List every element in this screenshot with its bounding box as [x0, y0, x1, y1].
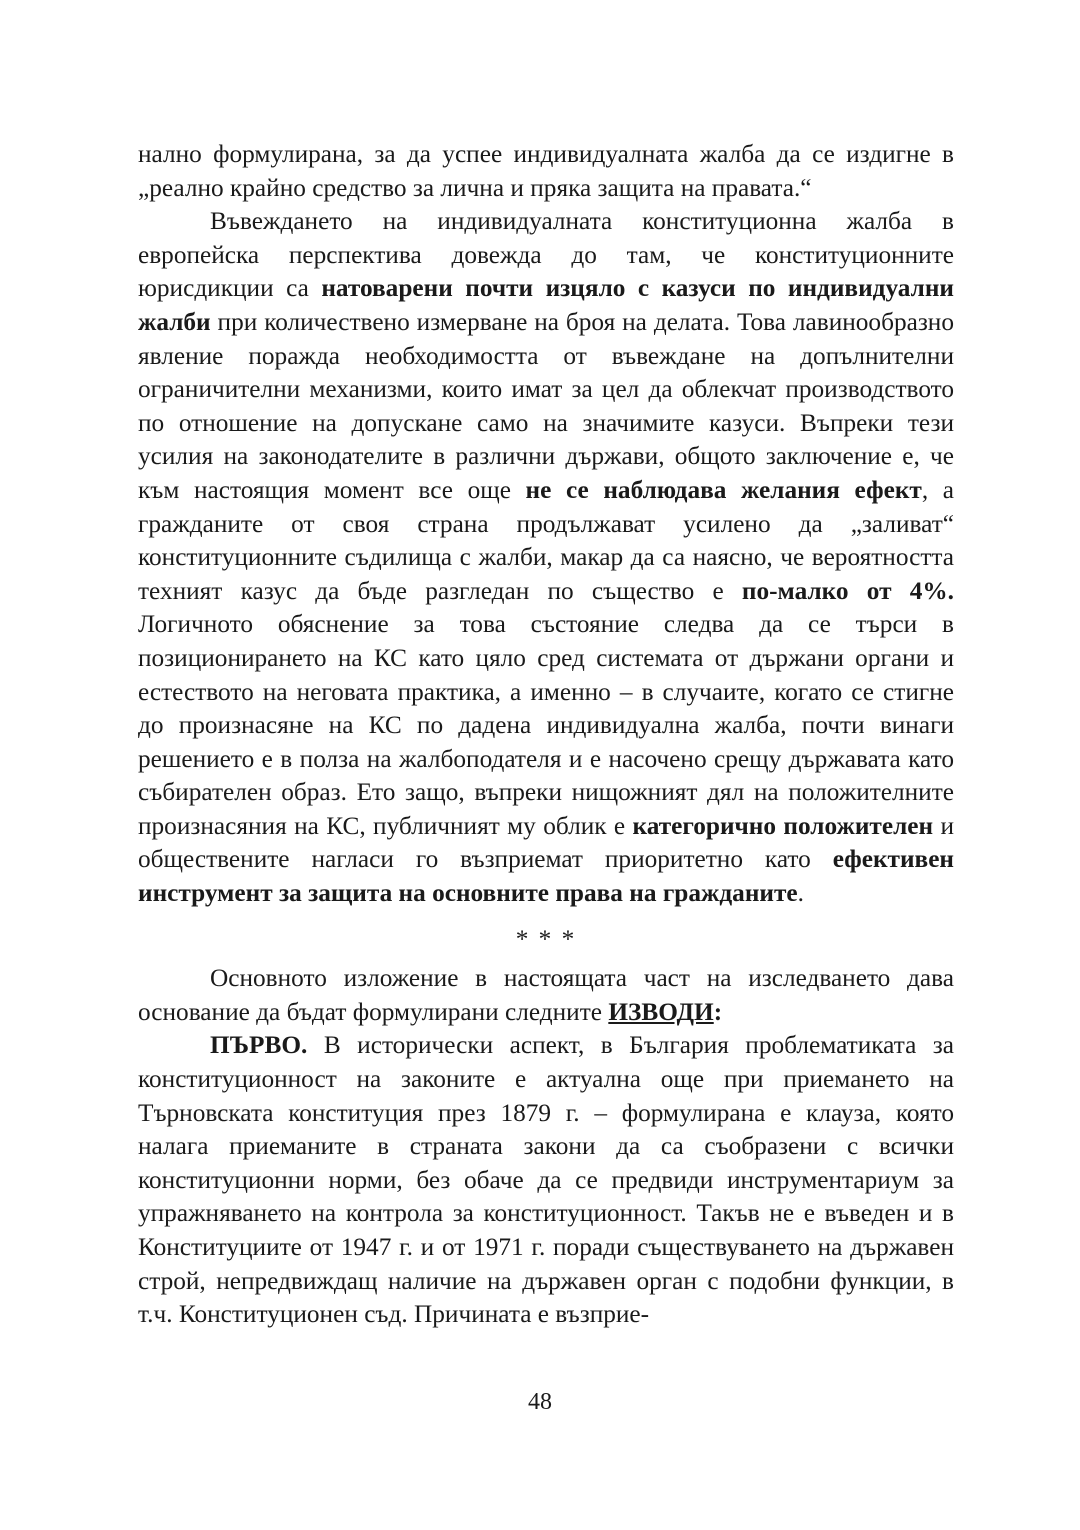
paragraph-1 [138, 138, 954, 205]
body-text: Логичното обяснение за това състояние следва да се търси в позиционирането на КС като цяло сред системата от държани органи и естеството на неговата практика, а именно – в случаите, когато се стигне до произнасяне на КС по дадена индивидуална жалба, почти винаги решението е в полза на жалбоподателя и е насочено срещу държавата като събирателен образ. Ето защо, въпреки нищожният дял на положителните произнасяния на КС, публичният му облик е [138, 610, 954, 840]
emphasis-text: ефективен инструмент за защита на основните права на гражданите [138, 845, 954, 908]
conclusions-colon: : [713, 997, 723, 1026]
section-separator: * * * [515, 924, 577, 953]
emphasis-text: не се наблюдава желания ефект [525, 475, 922, 504]
first-point [138, 1029, 954, 1331]
conclusions-intro-text: Основното изложение в настоящата част на изследването дава основание да бъдат формулирани следните [138, 964, 954, 1026]
paragraph-2 [138, 205, 954, 910]
body-text: . [797, 879, 804, 908]
body-text: при количествено измерване на броя на делата. Това лавинообразно явление поражда необходимостта от въвеждане на допълнителни ограничителни механизми, които имат за цел да облекчат производството по отношение на допускане само на значимите казуси. Въпреки тези усилия на законодателите в различни държави, общото заключение е, че към настоящия момент все още [138, 307, 954, 504]
body-text: и обществените нагласи го възприемат приоритетно като [138, 811, 954, 874]
body-text: Въвеждането на индивидуалната конституционна жалба в европейска перспектива довежда до там, че конституционните юрисдикции са [138, 207, 954, 303]
conclusions-intro [138, 962, 954, 1029]
emphasis-text: натоварени почти изцяло с казуси по индивидуални жалби [138, 274, 954, 336]
first-point-label: ПЪРВО. [210, 1031, 308, 1060]
page-number: 48 [528, 1389, 552, 1415]
conclusions-heading: ИЗВОДИ [608, 997, 714, 1026]
body-text: нално формулирана, за да успее индивидуалната жалба да се издигне в „реално крайно средство за лична и пряка защита на правата.“ [138, 140, 954, 202]
emphasis-text: категорично положителен [632, 811, 934, 840]
document-page [138, 138, 954, 1332]
body-text: , а гражданите от своя страна продължават усилено да „заливат“ конституционните съдилища с жалби, макар да са наясно, че вероятността техният казус да бъде разгледан по същество е [138, 475, 954, 605]
emphasis-text: по-малко от 4%. [741, 576, 954, 605]
first-point-text: В исторически аспект, в България проблематиката за конституционност на законите е актуална още при приемането на Търновската конституция през 1879 г. – формулирана е клауза, която налага приеманите в страната закони да са съобразени с всички конституционни норми, без обаче да се предвиди инструментариум за упражняването на контрола за конституционност. Такъв не е въведен и в Конституциите от 1947 г. и от 1971 г. поради съществуването на държавен строй, непредвиждащ наличие на държавен орган с подобни функции, в т.ч. Конституционен съд. Причината е възприе- [138, 1031, 954, 1329]
